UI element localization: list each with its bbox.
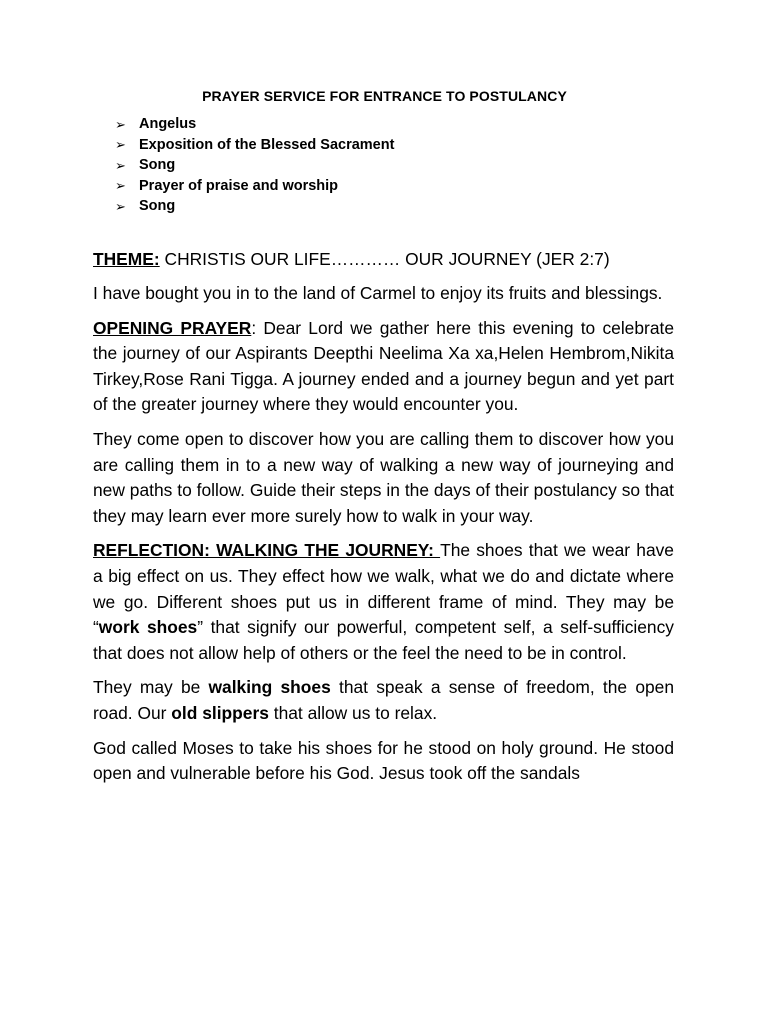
arrow-bullet-icon: ➢: [115, 157, 126, 173]
agenda-item: [115, 114, 674, 135]
agenda-item: [115, 135, 674, 156]
walking-text: that allow us to relax.: [268, 703, 438, 723]
reflection-text: The shoes that we wear have a big effect on us. They effect how we walk, what we do and dictate where we go. Different shoes put us in different frame of mind. They may be “: [93, 540, 674, 638]
reflection-paragraph: [93, 538, 674, 666]
verse-paragraph: I have bought you in to the land of Carmel to enjoy its fruits and blessings.: [93, 283, 663, 304]
arrow-bullet-icon: ➢: [115, 116, 126, 132]
arrow-bullet-icon: ➢: [115, 198, 126, 214]
agenda-item: [115, 155, 674, 176]
agenda-item: [115, 176, 674, 197]
arrow-bullet-icon: ➢: [115, 178, 126, 194]
work-shoes-emphasis: work shoes: [98, 617, 198, 638]
theme-text: CHRISTIS OUR LIFE………… OUR JOURNEY (JER 2:7): [159, 248, 610, 269]
discover-paragraph: They come open to discover how you are calling them to discover how you are calling them in to a new way of walking a new way of journeying and new paths to follow. Guide their steps in the days of their postulancy so that they may learn ever more surely how to walk in your way.: [93, 429, 674, 526]
reflection-label: REFLECTION: WALKING THE JOURNEY:: [93, 540, 441, 561]
document-title: PRAYER SERVICE FOR ENTRANCE TO POSTULANCY: [202, 88, 567, 104]
old-slippers-emphasis: old slippers: [171, 703, 269, 723]
walking-text: that speak a sense of freedom, the open road. Our: [93, 677, 675, 723]
agenda-list: [115, 114, 674, 217]
opening-prayer-label: OPENING PRAYER: [93, 317, 252, 338]
theme-label: THEME:: [93, 248, 160, 269]
moses-paragraph: God called Moses to take his shoes for he stood on holy ground. He stood open and vulnerable before his God. Jesus took off the sandals: [93, 737, 674, 784]
agenda-item: [115, 196, 674, 217]
opening-prayer-paragraph: [93, 316, 674, 418]
reflection-text: ” that signify our powerful, competent self, a self-sufficiency that does not allow help of others or the feel the need to be in control.: [93, 617, 674, 663]
arrow-bullet-icon: ➢: [115, 137, 126, 153]
agenda-item-label: Song: [139, 198, 176, 215]
agenda-item-label: Prayer of praise and worship: [139, 177, 339, 194]
theme-paragraph: [93, 247, 674, 273]
agenda-item-label: Exposition of the Blessed Sacrament: [139, 136, 395, 153]
walking-shoes-paragraph: [93, 675, 674, 726]
walking-text: They may be: [93, 677, 209, 698]
walking-shoes-emphasis: walking shoes: [208, 677, 331, 698]
opening-prayer-text: : Dear Lord we gather here this evening to celebrate the journey of our Aspirants Deepthi Neelima Xa xa,Helen Hembrom,Nikita Tirkey,Rose Rani Tigga. A journey ended and a journey begun and yet part of the greater journey where they would encounter you.: [93, 317, 674, 415]
agenda-item-label: Song: [139, 157, 176, 174]
agenda-item-label: Angelus: [139, 116, 197, 133]
